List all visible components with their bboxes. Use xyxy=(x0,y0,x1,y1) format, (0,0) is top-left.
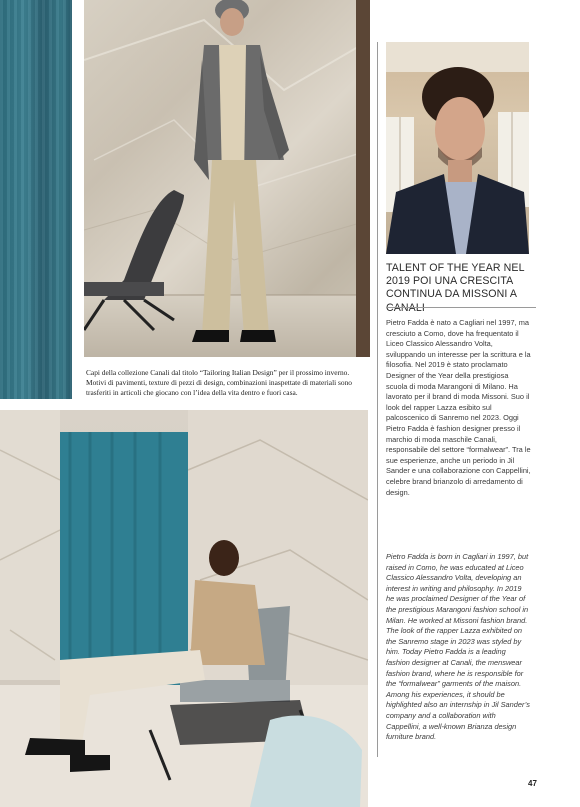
top-fashion-photo xyxy=(84,0,370,357)
column-divider xyxy=(377,42,378,757)
page-number: 47 xyxy=(528,779,537,788)
designer-portrait-photo xyxy=(386,42,529,254)
article-headline: TALENT OF THE YEAR NEL 2019 POI UNA CRESCITA CONTINUA DA MISSONI A xyxy=(386,262,525,301)
portrait-illustration xyxy=(386,42,529,254)
bottom-photo-illustration xyxy=(0,410,368,807)
teal-curtain-image xyxy=(0,0,72,399)
photo-caption: Capi della collezione Canali dal titolo “Tailoring Italian Design” per il prossimo inverno. Motivi di pavimenti, texture di pezzi di design, combinazioni inaspettate di materiali sono trasferiti in articoli che giocano con l’idea della vita dentro e fuori casa. xyxy=(86,368,352,398)
bio-italian-text: Pietro Fadda è nato a Cagliari nel 1997, ma cresciuto a Como, dove ha frequentato il Liceo Classico Alessandro Volta, sviluppando un interesse per la scrittura e la filosofia. Nel 2019 è stato proclamato Designer of the Year della prestigiosa scuola di moda Marangoni di Milano. Ha lavorato per il brand di moda Missoni. Suo il look del rapper Lazza esibito sul palcoscenico di Sanremo nel 2023. Oggi Pietro Fadda è fashion designer presso il marchio di moda maschile Canali, responsabile del settore “formalwear”. Tra le sue esperienze, anche un periodo in Jil Sander e una collaborazione con Cappellini, celebre brand brianzolo di arredamento di design. xyxy=(386,318,531,497)
bottom-fashion-photo xyxy=(0,410,368,807)
bio-english-text: Pietro Fadda is born in Cagliari in 1997, but raised in Como, he was educated at Liceo Classico Alessandro Volta, developing an interest in writing and philosophy. In 2019 he was proclaimed Designer of the Year of the prestigious Marangoni fashion school in Milan. He worked at Missoni fashion brand. The look of the rapper Lazza exhibited on the Sanremo stage in 2023 was styled by him. Today Pietro Fadda is a leading fashion designer at Canali, the menswear fashion brand, where he is responsible for the “formalwear” garments of the maison. Among his experiences, it should be highlighted also an internship in Jil Sander’s company and a collaboration with Cappellini, a well-known Brianza design furniture brand. xyxy=(386,552,530,742)
top-photo-illustration xyxy=(84,0,370,357)
headline-rule xyxy=(386,307,536,308)
